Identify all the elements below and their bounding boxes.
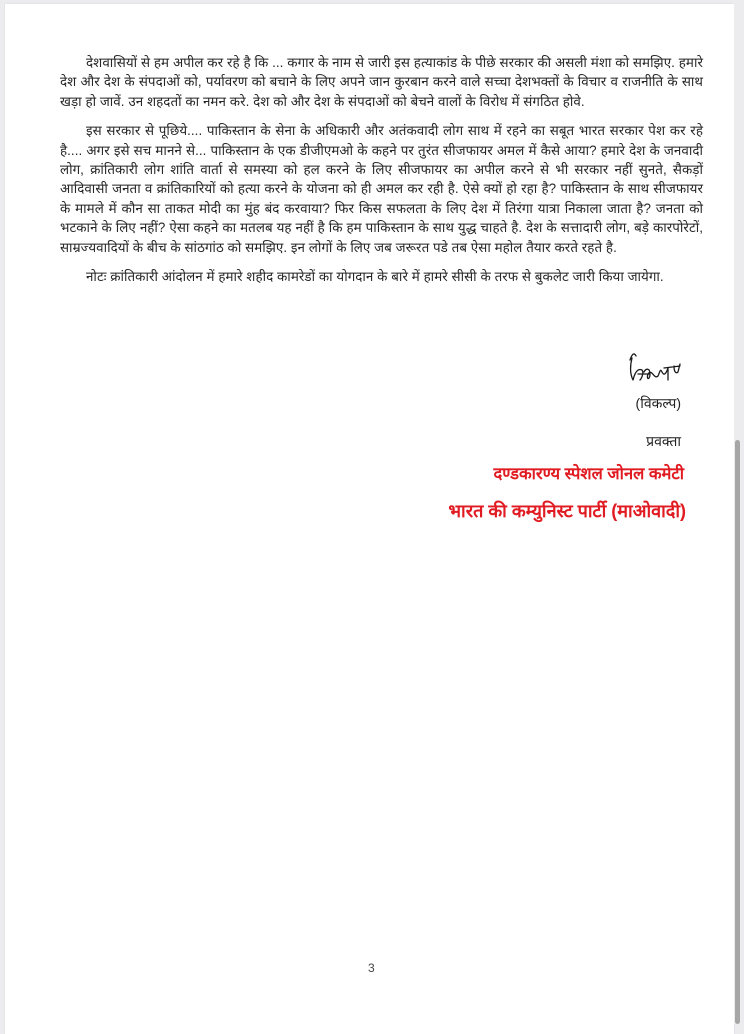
- document-body: [60, 53, 703, 296]
- committee-name: दण्डकारण्य स्पेशल जोनल कमेटी: [493, 465, 684, 483]
- scrollbar-thumb[interactable]: [735, 440, 740, 1024]
- paragraph-questions: इस सरकार से पूछिये.... पाकिस्तान के सेना के अधिकारी और अतंकवादी लोग साथ में रहने का सबूत भारत सरकार पेश कर रहे है.... अगर इसे सच मानने से... पाकिस्तान के एक डीजीएमओ के कहने पर तुरंत सीजफायर अमल में कैसे आया? हमारे देश के जनवादी लोग, क्रांतिकारी लोग शांति वार्ता से समस्या को हल करने के लिए सीजफायर का अपील करने से भी सरकार नहीं सुनते, सैकड़ों आदिवासी जनता व क्रांतिकारियों को हत्या करने के योजना को ही अमल कर रही है. ऐसे क्यों हो रहा है? पाकिस्तान के साथ सीजफायर के मामले में कौन सा ताकत मोदी का मुंह बंद करवाया? फिर किस सफलता के लिए देश में तिरंगा यात्रा निकाला जाता है? जनता को भटकाने के लिए नहीं? ऐसा कहने का मतलब यह नहीं है कि हम पाकिस्तान के साथ युद्ध चाहते है. देश के सत्तादारी लोग, बड़े कारपोरेटों, साम्रज्यवादियों के बीच के सांठगांठ को समझिए. इन लोगों के लिए जब जरूरत पडे तब ऐसा महोल तैयार करते रहते है.: [60, 123, 703, 255]
- page-number: 3: [368, 961, 375, 975]
- paragraph-note: नोटः क्रांतिकारी आंदोलन में हमारे शहीद कामरेडों का योगदान के बारे में हामरे सीसी के तरफ से बुकलेट जारी किया जायेगा.: [86, 269, 664, 285]
- vertical-scrollbar[interactable]: [734, 0, 744, 1024]
- signatory-role: प्रवक्ता: [646, 433, 681, 449]
- paragraph-appeal: देशवासियों से हम अपील कर रहे है कि ... कगार के नाम से जारी इस हत्याकांड के पीछे सरकार की असली मंशा को समझिए. हमारे देश और देश के संपदाओं को, पर्यावरण को बचाने के लिए अपने जान कुरबान करने वाले सच्चा देशभक्तों के विचार व राजनीति के साथ खड़ा हो जावें. उन शहदतों का नमन करे. देश को और देश के संपदाओं को बेचने वालों के विरोध में संगठित होवे.: [60, 55, 703, 109]
- party-name: भारत की कम्युनिस्ट पार्टी (माओवादी): [448, 501, 686, 521]
- signatory-name: (विकल्प): [635, 395, 681, 411]
- handwritten-signature: [624, 350, 684, 386]
